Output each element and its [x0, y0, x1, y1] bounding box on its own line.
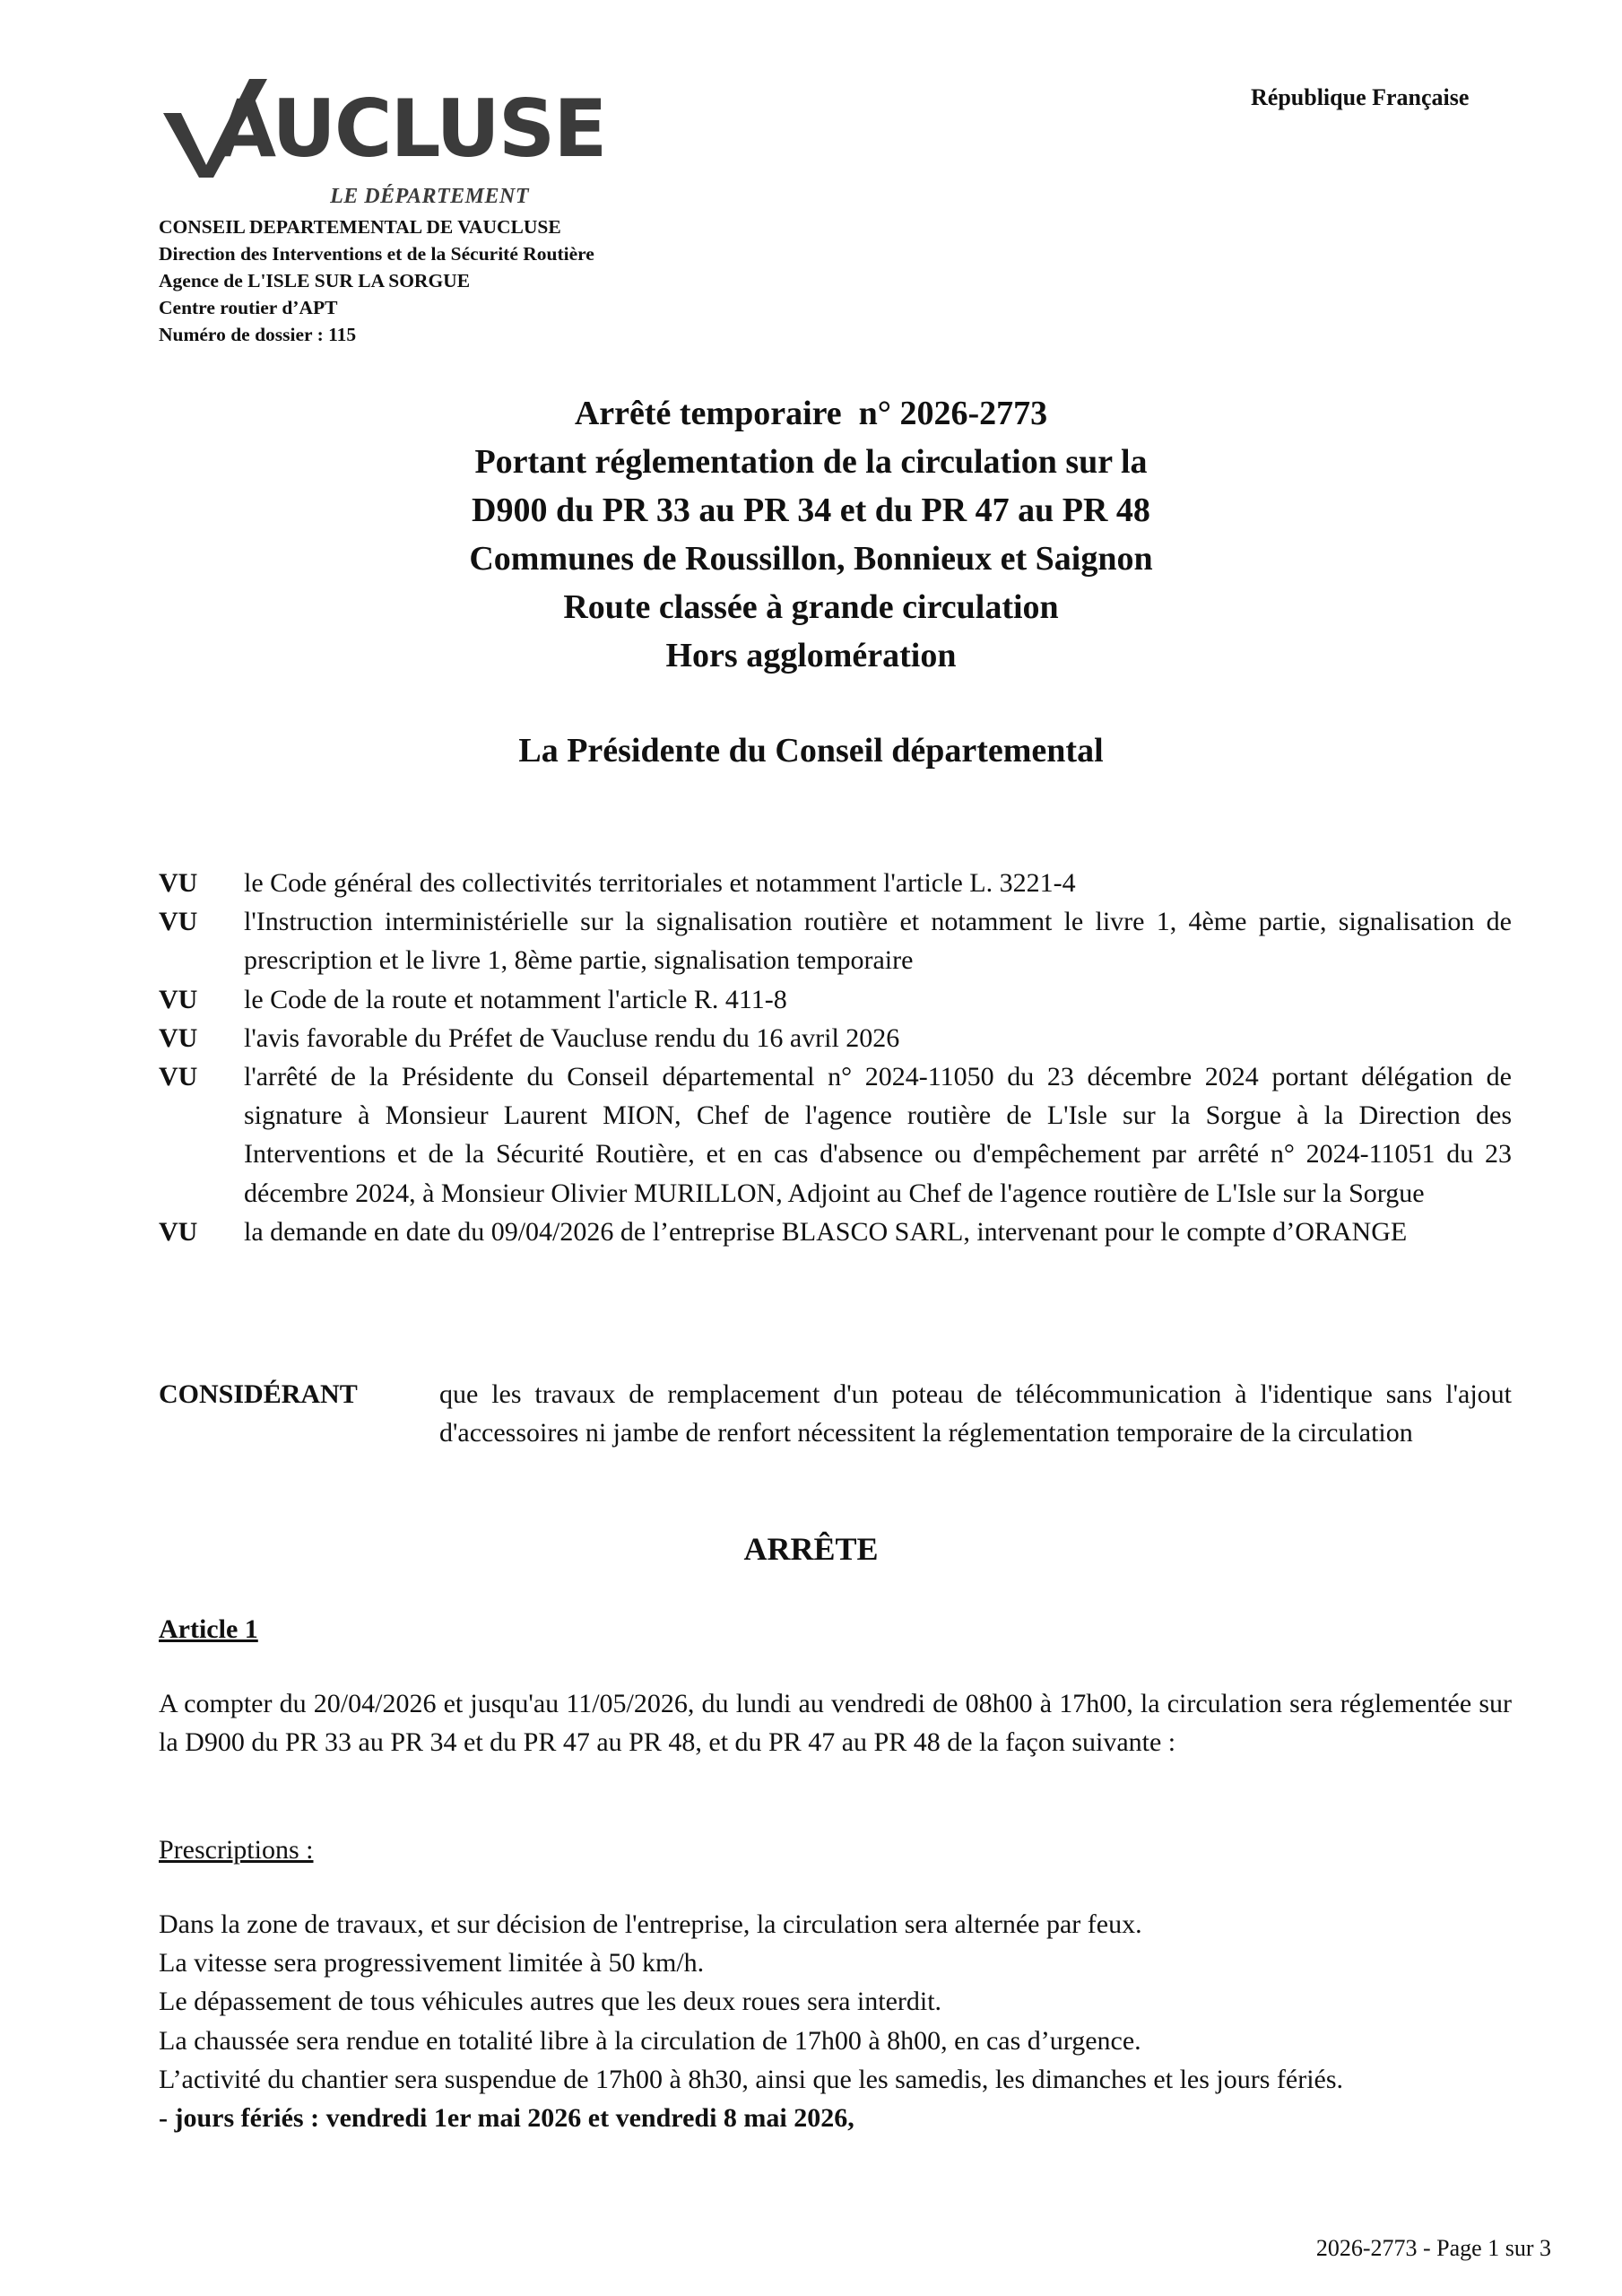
issuing-authority: La Présidente du Conseil départemental — [518, 732, 1104, 770]
vu-item — [159, 1213, 1512, 1251]
page-number-footer: 2026-2773 - Page 1 sur 3 — [1315, 2235, 1551, 2261]
prescription-item: La vitesse sera progressivement limitée à 50 km/h. — [159, 1948, 705, 1979]
org-council: CONSEIL DEPARTEMENTAL DE VAUCLUSE — [159, 216, 561, 238]
legal-references-section — [159, 864, 1512, 1251]
prescriptions-heading: Prescriptions : — [159, 1835, 314, 1865]
title-line-communes: Communes de Roussillon, Bonnieux et Saignon — [469, 540, 1153, 578]
article-1-body: A compter du 20/04/2026 et jusqu'au 11/05/2026, du lundi au vendredi de 08h00 à 17h00, la circulation sera réglementée sur la D900 du PR 33 au PR 34 et du PR 47 au PR 48, et du PR 47 au PR 48 de la façon suivante : — [159, 1689, 1512, 1758]
vu-item — [159, 902, 1512, 979]
prescription-item: Dans la zone de travaux, et sur décision de l'entreprise, la circulation sera alternée par feux. — [159, 1909, 1142, 1939]
issuing-organization-block — [159, 213, 594, 348]
org-direction: Direction des Interventions et de la Sécurité Routière — [159, 243, 594, 265]
vu-label: VU — [159, 1216, 198, 1247]
logo-subtitle: LE DÉPARTEMENT — [330, 185, 529, 208]
title-line-decree-number: Arrêté temporaire n° 2026-2773 — [574, 395, 1048, 432]
vu-label: VU — [159, 868, 198, 898]
article-1-heading: Article 1 — [159, 1614, 258, 1644]
considerant-section — [159, 1375, 1512, 1452]
vu-text: l'Instruction interministérielle sur la signalisation routière et notamment le livre 1, 4ème partie, signalisation de prescription et le livre 1, 8ème partie, signalisation temporaire — [244, 907, 1512, 976]
vu-label: VU — [159, 1062, 198, 1092]
decree-title — [0, 389, 1622, 680]
republique-francaise-label: République Française — [1251, 84, 1470, 110]
vu-text: la demande en date du 09/04/2026 de l’entreprise BLASCO SARL, intervenant pour le compte d’ORANGE — [244, 1216, 1408, 1247]
considerant-text: que les travaux de remplacement d'un poteau de télécommunication à l'identique sans l'ajout d'accessoires ni jambe de renfort nécessitent la réglementation temporaire de la circulation — [439, 1379, 1512, 1448]
vu-text: le Code de la route et notamment l'article R. 411-8 — [244, 984, 787, 1014]
prescription-item: Le dépassement de tous véhicules autres que les deux roues sera interdit. — [159, 1987, 942, 2017]
vaucluse-logo — [160, 79, 606, 212]
arrete-heading: ARRÊTE — [743, 1531, 879, 1567]
vu-item — [159, 1019, 1512, 1057]
vu-text: le Code général des collectivités territoriales et notamment l'article L. 3221-4 — [244, 868, 1076, 898]
vu-item — [159, 980, 1512, 1019]
vu-label: VU — [159, 907, 198, 937]
vu-item — [159, 864, 1512, 902]
title-line-road-section: D900 du PR 33 au PR 34 et du PR 47 au PR 48 — [472, 491, 1150, 529]
org-agency: Agence de L'ISLE SUR LA SORGUE — [159, 270, 471, 291]
title-line-location: Hors agglomération — [665, 637, 957, 674]
vu-text: l'avis favorable du Préfet de Vaucluse rendu du 16 avril 2026 — [244, 1022, 900, 1053]
considerant-label: CONSIDÉRANT — [159, 1379, 358, 1409]
prescription-item: L’activité du chantier sera suspendue de 17h00 à 8h30, ainsi que les samedis, les dimanches et les jours fériés. — [159, 2064, 1344, 2094]
public-holidays-note: - jours fériés : vendredi 1er mai 2026 et vendredi 8 mai 2026, — [159, 2103, 854, 2134]
vu-label: VU — [159, 1022, 198, 1053]
vu-label: VU — [159, 984, 198, 1014]
title-line-subject: Portant réglementation de la circulation sur la — [474, 443, 1148, 481]
prescription-item: La chaussée sera rendue en totalité libre à la circulation de 17h00 à 8h00, en cas d’urgence. — [159, 2025, 1141, 2056]
vu-text: l'arrêté de la Présidente du Conseil départemental n° 2024-11050 du 23 décembre 2024 portant délégation de signature à Monsieur Laurent MION, Chef de l'agence routière de L'Isle sur la Sorgue à la Direction des Interventions et de la Sécurité Routière, et en cas d'absence ou d'empêchement par arrêté n° 2024-11051 du 23 décembre 2024, à Monsieur Olivier MURILLON, Adjoint au Chef de l'agence routière de L'Isle sur la Sorgue — [244, 1062, 1512, 1208]
prescriptions-list — [159, 1905, 1512, 2137]
org-file-number: Numéro de dossier : 115 — [159, 324, 357, 345]
logo-wordmark: AUCLUSE — [215, 83, 606, 175]
title-line-road-class: Route classée à grande circulation — [563, 588, 1059, 626]
org-road-center: Centre routier d’APT — [159, 297, 338, 318]
vu-item — [159, 1057, 1512, 1213]
